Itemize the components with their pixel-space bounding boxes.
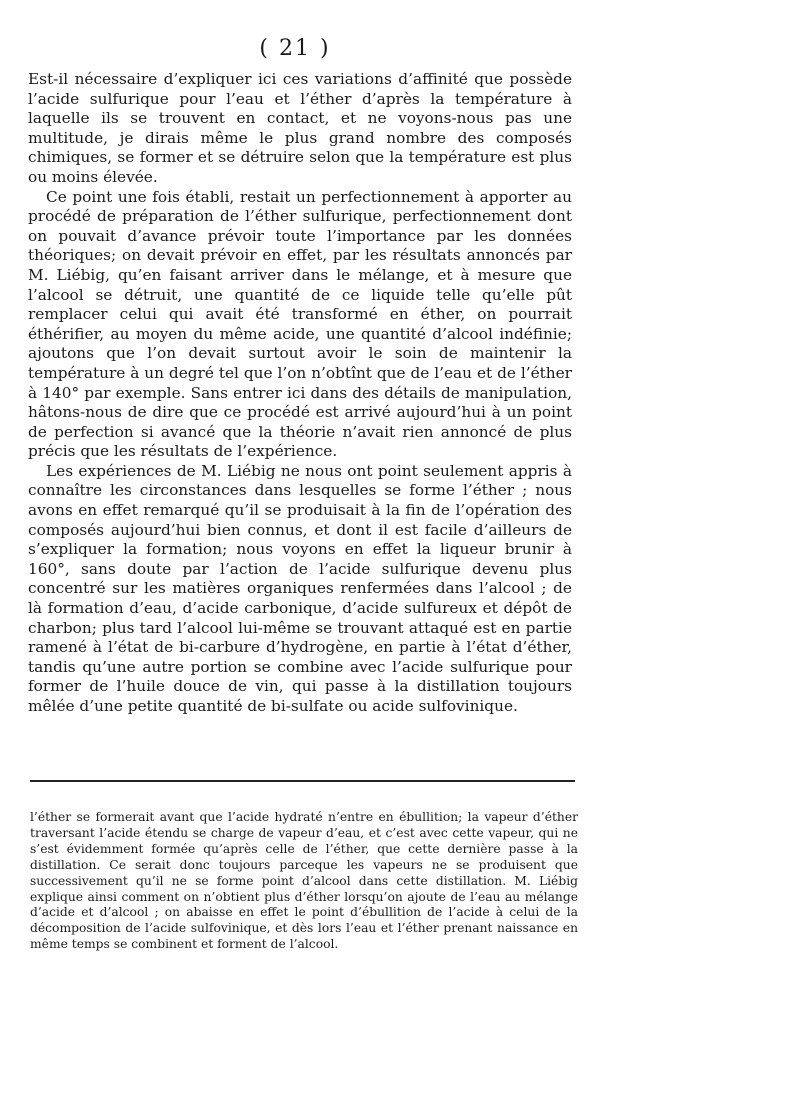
page-number: ( 21 ) (259, 36, 331, 61)
paragraph-2: Ce point une fois établi, restait un perfectionnement à apporter au procédé de préparation de l’éther sulfurique, perfectionnement dont on pouvait d’avance prévoir toute l’importance par les données théoriques; on devait prévoir en effet, par les résultats annoncés par M. Liébig, qu’en faisant arriver dans le mélange, et à mesure que l’alcool se détruit, une quantité de ce liquide telle qu’elle pût remplacer celui qui avait été transformé en éther, on pourrait éthérifier, au moyen du même acide, une quantité d’alcool indéfinie; ajoutons que l’on devait surtout avoir le soin de maintenir la température à un degré tel que l’on n’obtînt que de l’eau et de l’éther à 140° par exemple. Sans entrer ici dans des détails de manipulation, hâtons-nous de dire que ce procédé est arrivé aujourd’hui à un point de perfection si avancé que la théorie n’avait rien annoncé de plus précis que les résultats de l’expérience. (28, 187, 572, 461)
paragraph-3: Les expériences de M. Liébig ne nous ont point seulement appris à connaître les circonstances dans lesquelles se forme l’éther ; nous avons en effet remarqué qu’il se produisait à la fin de l’opération des composés aujourd’hui bien connus, et dont il est facile d’ailleurs de s’expliquer la formation; nous voyons en effet la liqueur brunir à 160°, sans doute par l’action de l’acide sulfurique devenu plus concentré sur les matières organiques renfermées dans l’alcool ; de là formation d’eau, d’acide carbonique, d’acide sulfureux et dépôt de charbon; plus tard l’alcool lui-même se trouvant attaqué est en partie ramené à l’état de bi-carbure d’hydrogène, en partie à l’état d’éther, tandis qu’une autre portion se combine avec l’acide sulfurique pour former de l’huile douce de vin, qui passe à la distillation toujours mêlée d’une petite quantité de bi-sulfate ou acide sulfovinique. (28, 461, 572, 715)
paragraph-1: Est-il nécessaire d’expliquer ici ces variations d’affinité que possède l’acide sulfurique pour l’eau et l’éther d’après la température à laquelle ils se trouvent en contact, et ne voyons-nous pas une multitude, je dirais même le plus grand nombre des composés chimiques, se former et se détruire selon que la température est plus ou moins élevée. (28, 70, 572, 186)
footnote-text: l’éther se formerait avant que l’acide hydraté n’entre en ébullition; la vapeur d’éther traversant l’acide étendu se charge de vapeur d’eau, et c’est avec cette vapeur, qui ne s’est évidemment formée qu’après celle de l’éther, que cette dernière passe à la distillation. Ce serait donc toujours parceque les vapeurs ne se produisent que successivement qu’il ne se forme point d’alcool dans cette distillation. M. Liébig explique ainsi comment on n’obtient plus d’éther lorsqu’on ajoute de l’eau au mélange d’acide et d’alcool ; on abaisse en effet le point d’ébullition de l’acide à celui de la décomposition de l’acide sulfovinique, et dès lors l’eau et l’éther prenant naissance en même temps se combinent et forment de l’alcool. (30, 810, 578, 952)
footnote-separator (30, 780, 575, 782)
footnote (30, 810, 578, 953)
main-text (28, 70, 572, 717)
